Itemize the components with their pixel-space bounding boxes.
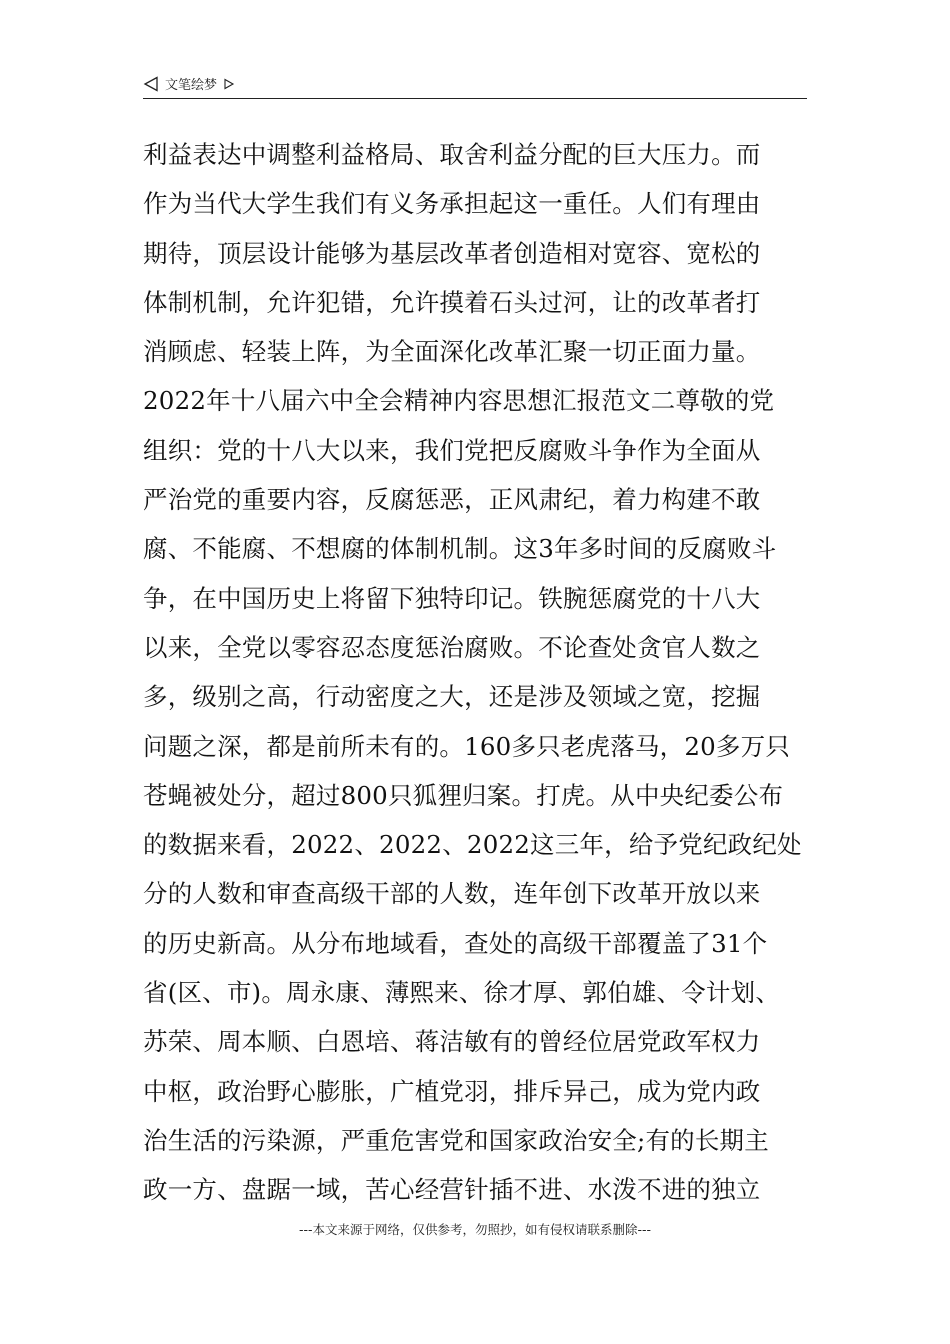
text-line: 2022年十八届六中全会精神内容思想汇报范文二尊敬的党: [143, 386, 775, 416]
footer-notice: ---本文来源于网络，仅供参考，勿照抄，如有侵权请联系删除---: [298, 1222, 652, 1237]
text-line: 体制机制，允许犯错，允许摸着石头过河，让的改革者打: [143, 287, 761, 317]
text-line: 争，在中国历史上将留下独特印记。铁腕惩腐党的十八大: [143, 583, 761, 613]
triangle-left-outline-icon: [143, 76, 159, 92]
text-line: 苍蝇被处分，超过800只狐狸归案。打虎。从中央纪委公布: [143, 780, 784, 810]
text-line: 利益表达中调整利益格局、取舍利益分配的巨大压力。而: [143, 140, 761, 169]
text-line: 严治党的重要内容，反腐惩恶，正风肃纪，着力构建不敢: [143, 485, 761, 515]
page-header: [143, 72, 807, 99]
text-line: 问题之深，都是前所未有的。160多只老虎落马，20多万只: [143, 731, 791, 761]
text-line: 多，级别之高，行动密度之大，还是涉及领域之宽，挖掘: [143, 682, 761, 712]
triangle-right-outline-icon: [223, 78, 235, 90]
text-line: 以来，全党以零容忍态度惩治腐败。不论查处贪官人数之: [143, 632, 761, 662]
text-line: 治生活的污染源，严重危害党和国家政治安全;有的长期主: [143, 1125, 769, 1155]
header-title: 文笔绘梦: [165, 78, 218, 93]
text-line: 分的人数和审查高级干部的人数，连年创下改革开放以来: [143, 879, 761, 909]
text-line: 腐、不能腐、不想腐的体制机制。这3年多时间的反腐败斗: [143, 534, 777, 564]
text-line: 苏荣、周本顺、白恩培、蒋洁敏有的曾经位居党政军权力: [143, 1027, 761, 1057]
text-line: 消顾虑、轻装上阵，为全面深化改革汇聚一切正面力量。: [143, 337, 761, 367]
text-line: 省(区、市)。周永康、薄熙来、徐才厚、郭伯雄、令计划、: [143, 978, 781, 1008]
header-brand: [143, 74, 235, 93]
text-line: 政一方、盘踞一域，苦心经营针插不进、水泼不进的独立: [143, 1175, 761, 1205]
text-line: 中枢，政治野心膨胀，广植党羽，排斥异己，成为党内政: [143, 1076, 761, 1106]
text-line: 的数据来看，2022、2022、2022这三年，给予党纪政纪处: [143, 830, 802, 860]
document-body: [143, 130, 811, 1215]
text-line: 作为当代大学生我们有义务承担起这一重任。人们有理由: [143, 189, 761, 219]
text-line: 组织：党的十八大以来，我们党把反腐败斗争作为全面从: [143, 435, 761, 465]
text-line: 期待，顶层设计能够为基层改革者创造相对宽容、宽松的: [143, 238, 761, 268]
text-line: 的历史新高。从分布地域看，查处的高级干部覆盖了31个: [143, 928, 768, 958]
page-footer: [0, 1220, 950, 1238]
